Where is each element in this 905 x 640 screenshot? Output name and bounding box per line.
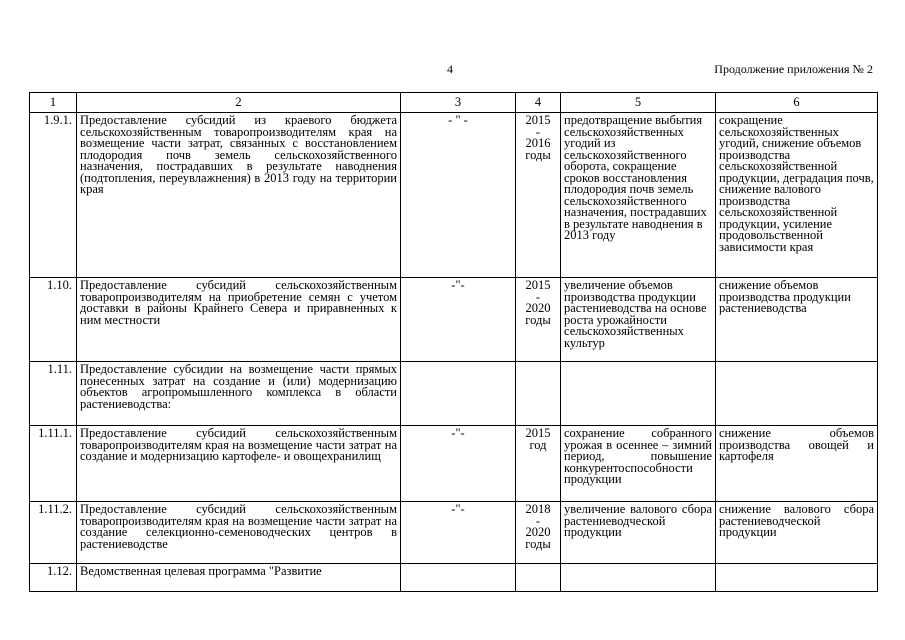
row-period [516, 564, 561, 592]
table-row [30, 564, 878, 592]
header-col-1: 1 [30, 93, 77, 113]
row-measure: Ведомственная целевая программа "Развитие [77, 564, 401, 592]
period-unit: годы [525, 536, 551, 551]
row-consequence: сокращение сельскохозяйственных угодий, снижение объемов производства сельскохозяйственной продукции, деградация почв, снижение валового производства сельскохозяйственной продукции, усиление продовольственной зависимости края [716, 113, 878, 278]
row-number: 1.12. [30, 564, 77, 592]
row-number: 1.10. [30, 278, 77, 362]
row-result [561, 362, 716, 426]
period-unit: годы [525, 147, 551, 162]
page-number: 4 [447, 62, 453, 76]
table-row [30, 426, 878, 502]
table-row [30, 502, 878, 564]
row-period [516, 502, 561, 564]
row-executor [401, 564, 516, 592]
period-start: 2018 [525, 502, 551, 516]
period-unit: годы [525, 312, 551, 327]
period-start: 2015 [525, 278, 551, 292]
row-period [516, 113, 561, 278]
row-result: увеличение объемов производства продукции растениеводства на основе роста урожайности сельскохозяйственных культур [561, 278, 716, 362]
row-result: предотвращение выбытия сельскохозяйственных угодий из сельскохозяйственного оборота, сокращение сроков восстановления плодородия почв земель сельскохозяйственного назначения, пострадавших в результате наводнения в 2013 году [561, 113, 716, 278]
period-start: 2015 [525, 426, 551, 440]
row-executor: -"- [401, 278, 516, 362]
period-end: 2016 [525, 136, 551, 150]
row-number: 1.11. [30, 362, 77, 426]
row-period [516, 278, 561, 362]
row-consequence: снижение объемов производства овощей и картофеля [716, 426, 878, 502]
row-number: 1.9.1. [30, 113, 77, 278]
row-measure: Предоставление субсидии на возмещение части прямых понесенных затрат на создание и (или) модернизацию объектов агропромышленного комплекса в области растениеводства: [77, 362, 401, 426]
row-measure: Предоставление субсидий из краевого бюджета сельскохозяйственным товаропроизводителям края на возмещение части затрат, связанных с восстановлением плодородия почв земель сельскохозяйственного назначения, пострадавших в результате наводнения (подтопления, переувлажнения) в 2013 году на территории края [77, 113, 401, 278]
appendix-table [29, 92, 878, 592]
row-period [516, 426, 561, 502]
period-dash: - [535, 289, 541, 304]
table-row [30, 113, 878, 278]
row-period [516, 362, 561, 426]
row-number: 1.11.2. [30, 502, 77, 564]
header-col-2: 2 [77, 93, 401, 113]
row-consequence [716, 362, 878, 426]
row-result [561, 564, 716, 592]
header-col-3: 3 [401, 93, 516, 113]
row-measure: Предоставление субсидий сельскохозяйственным товаропроизводителям края на возмещение части затрат на создание селекционно-семеноводческих центров в растениеводстве [77, 502, 401, 564]
row-consequence: снижение валового сбора растениеводческой продукции [716, 502, 878, 564]
row-measure: Предоставление субсидий сельскохозяйственным товаропроизводителям края на возмещение части затрат на создание и модернизацию картофеле- и овощехранилищ [77, 426, 401, 502]
continuation-header: Продолжение приложения № 2 [714, 62, 873, 76]
row-executor [401, 362, 516, 426]
period-dash: - [535, 513, 541, 528]
header-col-4: 4 [516, 93, 561, 113]
row-executor: -"- [401, 502, 516, 564]
row-executor: - " - [401, 113, 516, 278]
period-dash: - [535, 124, 541, 139]
row-number: 1.11.1. [30, 426, 77, 502]
row-result: увеличение валового сбора растениеводческой продукции [561, 502, 716, 564]
row-consequence: снижение объемов производства продукции растениеводства [716, 278, 878, 362]
row-result: сохранение собранного урожая в осеннее – зимний период, повышение конкурентоспособности продукции [561, 426, 716, 502]
header-col-6: 6 [716, 93, 878, 113]
table-row [30, 278, 878, 362]
row-executor: -"- [401, 426, 516, 502]
row-consequence [716, 564, 878, 592]
period-start: 2015 [525, 113, 551, 127]
table-header-row [30, 93, 878, 113]
row-measure: Предоставление субсидий сельскохозяйственным товаропроизводителям на приобретение семян с учетом доставки в районы Крайнего Севера и приравненных к ним местности [77, 278, 401, 362]
period-end: 2020 [525, 301, 551, 315]
period-unit: год [529, 437, 547, 452]
table-row [30, 362, 878, 426]
period-end: 2020 [525, 525, 551, 539]
header-col-5: 5 [561, 93, 716, 113]
